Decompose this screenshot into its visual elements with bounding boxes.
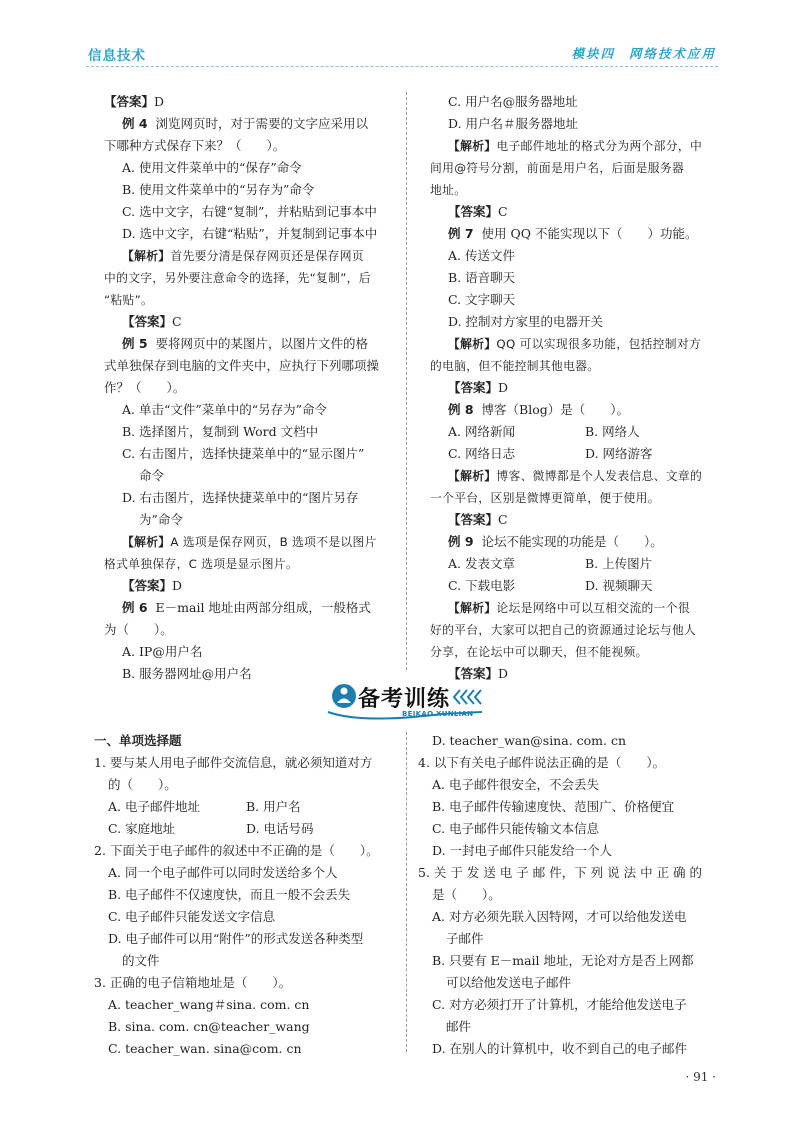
answer-tag: 【答案】 [448,666,499,681]
question-cont: 的（ ）。 [108,777,177,792]
answer-line [430,201,722,223]
answer-tag: 【答案】 [122,314,173,329]
option-c: C. teacher_wan. sina@com. cn [108,1041,302,1056]
analysis-text: 电子邮件地址的格式分为两个部分，中 [496,139,703,153]
answer-value: C [172,314,182,329]
option-d: D. 控制对方家里的电器开关 [448,314,604,329]
answer-line [104,91,396,113]
page-number: · 91 · [685,1070,716,1084]
example-8-stem [430,399,722,421]
example-label: 例 7 [448,226,474,241]
analysis-text: QQ 可以实现很多功能，包括控制对方 [496,337,702,351]
option-c-cont: 邮件 [446,1019,472,1034]
option-b-cont: 可以给他发送电子邮件 [446,975,572,990]
analysis-cont: “粘贴”。 [104,293,154,307]
option-b: B. 语音聊天 [448,270,516,285]
analysis-line [430,465,722,487]
option-b: B. 用户名 [246,799,301,814]
option-c: C. 电子邮件只能传输文本信息 [432,821,600,836]
analysis-cont: 地址。 [430,183,467,197]
analysis-line [104,245,396,267]
analysis-text: 博客、微博都是个人发表信息、文章的 [496,469,703,483]
answer-value: D [172,578,183,593]
option-a-cont: 子邮件 [446,931,484,946]
analysis-text: A 选项是保存网页，B 选项不是以图片 [170,535,377,549]
option-c: C. 电子邮件只能发送文字信息 [108,909,276,924]
option-c: C. 选中文字，右键“复制”，并粘贴到记事本中 [122,204,377,219]
option-b: B. sina. com. cn@teacher_wang [108,1019,310,1034]
stem-cont: 为（ ）。 [104,622,173,637]
option-b: B. 使用文件菜单中的“另存为”命令 [122,182,315,197]
option-a: A. 传送文件 [448,248,515,263]
stem-text: 论坛不能实现的功能是（ ）。 [481,534,663,549]
answer-value: C [498,204,508,219]
analysis-text: 论坛是网络中可以互相交流的一个很 [496,601,690,615]
answer-line [430,509,722,531]
option-d: D. 电话号码 [246,821,314,836]
analysis-text: 首先要分清是保存网页还是保存网页 [170,249,364,263]
analysis-tag: 【解析】 [448,139,497,153]
answer-value: D [498,380,509,395]
option-a: A. 电子邮件地址 [108,799,200,814]
option-d: D. 用户名＃服务器地址 [448,116,579,131]
option-b: B. 只要有 E－mail 地址，无论对方是否上网都 [432,953,694,968]
option-c: C. 下载电影 [448,578,516,593]
answer-value: D [498,666,509,681]
answer-tag: 【答案】 [122,578,173,593]
banner-title: 备考训练 [358,687,451,712]
option-a: A. teacher_wang＃sina. com. cn [108,997,310,1012]
example-label: 例 4 [122,116,148,131]
example-label: 例 5 [122,336,148,351]
example-4-stem [104,113,396,135]
option-a: A. 发表文章 [448,556,515,571]
option-b: B. 选择图片，复制到 Word 文档中 [122,424,319,439]
option-c: C. 用户名@服务器地址 [448,94,578,109]
running-header-module [571,44,716,62]
example-7-stem [430,223,722,245]
stem-cont: 式单独保存到电脑的文件夹中，应执行下列哪项操 [104,358,380,373]
option-d-cont: 的文件 [122,953,160,968]
option-row [94,796,400,818]
option-c: C. 对方必须打开了计算机，才能给他发送电子 [432,997,687,1012]
analysis-cont: 好的平台，大家可以把自己的资源通过论坛与他人 [430,623,697,637]
answer-tag: 【答案】 [448,512,499,527]
option-d-cont: 为”命令 [139,512,183,527]
option-d: D. 一封电子邮件只能发给一个人 [432,843,613,858]
option-row [430,443,722,465]
question-4: 4. 以下有关电子邮件说法正确的是（ ）。 [418,755,666,770]
examples-right-column [430,91,722,685]
option-a: A. IP@用户名 [122,644,203,659]
running-header-subject: 信息技术 [88,48,146,64]
answer-tag: 【答案】 [448,380,499,395]
option-c: C. 网络日志 [448,446,516,461]
option-d: D. 在别人的计算机中，收不到自己的电子邮件 [432,1041,688,1056]
option-c: C. 文字聊天 [448,292,516,307]
option-d: D. 网络游客 [585,446,653,461]
option-a: A. 对方必须先联入因特网，才可以给他发送电 [432,909,687,924]
question-1: 1. 要与某人用电子邮件交流信息，就必须知道对方 [94,755,373,770]
option-a: A. 同一个电子邮件可以同时发送给多个人 [108,865,338,880]
stem-cont: 下哪种方式保存下来？（ ）。 [104,138,286,153]
analysis-cont: 间用@符号分割，前面是用户名，后面是服务器 [430,161,685,175]
stem-text: 浏览网页时，对于需要的文字应采用以 [155,116,369,131]
option-d: D. 视频聊天 [585,578,653,593]
analysis-tag: 【解析】 [122,249,171,263]
option-d: D. 选中文字，右键“粘贴”，并复制到记事本中 [122,226,378,241]
stem-text: 要将网页中的某图片，以图片文件的格 [155,336,369,351]
answer-value: C [498,512,508,527]
column-divider-top [406,92,407,670]
answer-tag: 【答案】 [448,204,499,219]
option-b: B. 电子邮件不仅速度快，而且一般不会丢失 [108,887,351,902]
question-5: 5. 关 于 发 送 电 子 邮 件，下 列 说 法 中 正 确 的 [418,865,703,880]
option-b: B. 网络人 [585,424,640,439]
option-d: D. teacher_wan@sina. com. cn [432,733,627,748]
option-b: B. 上传图片 [585,556,653,571]
option-row [94,818,400,840]
analysis-cont: 分享，在论坛中可以聊天，但不能视频。 [430,645,648,659]
section-heading: 一、单项选择题 [94,733,182,748]
example-9-stem [430,531,722,553]
option-row [430,575,722,597]
option-c-cont: 命令 [139,468,165,483]
option-a: A. 电子邮件很安全，不会丢失 [432,777,599,792]
example-label: 例 6 [122,600,148,615]
option-d: D. 右击图片，选择快捷菜单中的“图片另存 [122,490,359,505]
practice-right-column [418,730,724,1060]
analysis-line [430,333,722,355]
stem-text: 博客（Blog）是（ ）。 [481,402,629,417]
analysis-tag: 【解析】 [448,337,497,351]
analysis-cont: 中的文字，另外要注意命令的选择，先“复制”，后 [104,271,371,285]
question-3: 3. 正确的电子信箱地址是（ ）。 [94,975,292,990]
option-b: B. 服务器网址@用户名 [122,666,252,681]
banner-subtitle: BEIKAO XUNLIAN [402,710,474,718]
option-c: C. 家庭地址 [108,821,176,836]
analysis-tag: 【解析】 [122,535,171,549]
answer-line [104,575,396,597]
practice-left-column [94,730,400,1060]
question-cont: 是（ ）。 [432,887,501,902]
analysis-tag: 【解析】 [448,601,497,615]
example-5-stem [104,333,396,355]
answer-line [104,311,396,333]
option-row [430,421,722,443]
column-divider-bottom [406,732,407,1052]
speed-chevrons-icon [454,690,481,704]
analysis-line [430,135,722,157]
stem-text: 使用 QQ 不能实现以下（ ）功能。 [481,226,698,241]
stem-cont: 作？（ ）。 [104,380,186,395]
option-b: B. 电子邮件传输速度快、范围广、价格便宜 [432,799,675,814]
analysis-tag: 【解析】 [448,469,497,483]
answer-tag: 【答案】 [104,94,155,109]
analysis-cont: 的电脑，但不能控制其他电器。 [430,359,600,373]
question-2: 2. 下面关于电子邮件的叙述中不正确的是（ ）。 [94,843,379,858]
option-c: C. 右击图片，选择快捷菜单中的“显示图片” [122,446,365,461]
example-label: 例 8 [448,402,474,417]
option-a: A. 单击“文件”菜单中的“另存为”命令 [122,402,328,417]
analysis-cont: 一个平台，区别是微博更简单，便于使用。 [430,491,660,505]
analysis-line [104,531,396,553]
section-banner [322,678,492,724]
module-title: 网络技术应用 [628,46,716,61]
analysis-cont: 格式单独保存，C 选项是显示图片。 [104,557,299,571]
header-divider [86,66,718,67]
option-d: D. 电子邮件可以用“附件”的形式发送各种类型 [108,931,364,946]
module-number: 模块四 [571,46,615,61]
examples-left-column [104,91,396,685]
example-label: 例 9 [448,534,474,549]
option-row [430,553,722,575]
analysis-line [430,597,722,619]
answer-line [430,377,722,399]
option-a: A. 网络新闻 [448,424,515,439]
example-6-stem [104,597,396,619]
stem-text: E－mail 地址由两部分组成，一般格式 [155,600,371,615]
option-a: A. 使用文件菜单中的“保存”命令 [122,160,302,175]
answer-value: D [154,94,165,109]
